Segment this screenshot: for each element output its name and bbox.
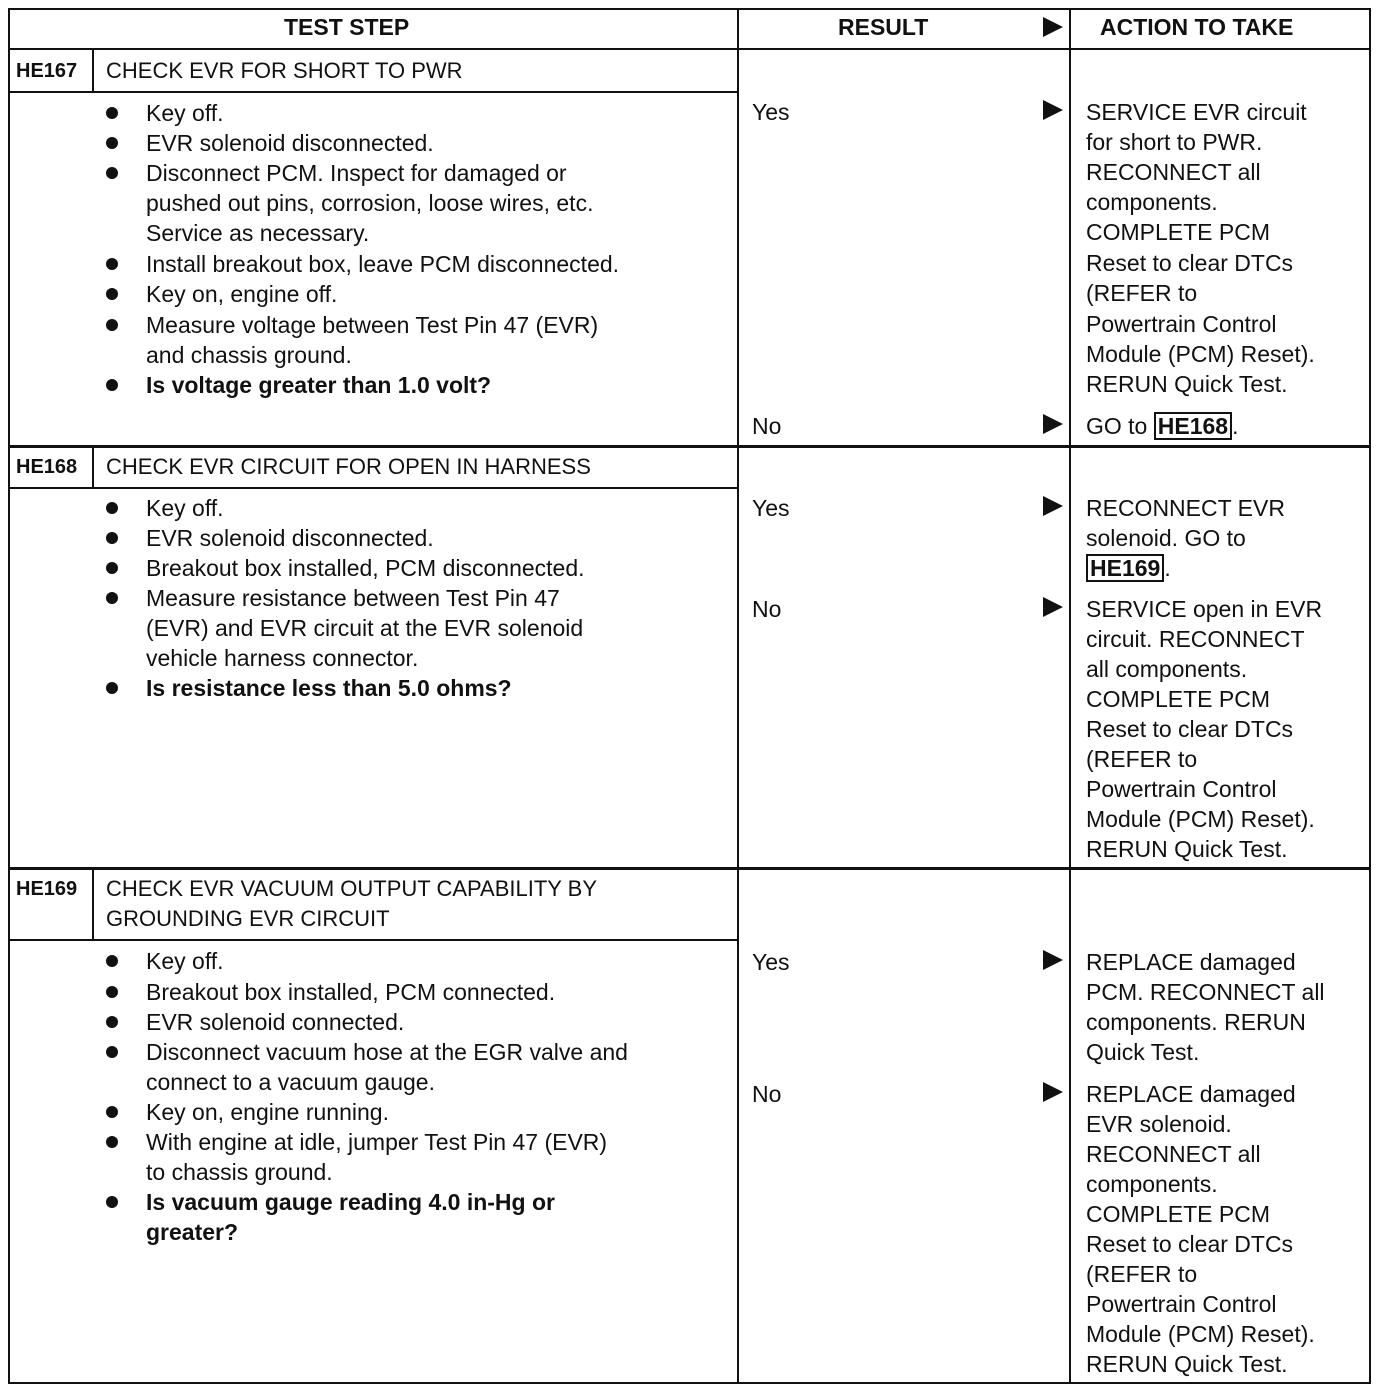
- action-line: RERUN Quick Test.: [1086, 371, 1288, 397]
- instruction: EVR solenoid disconnected.: [146, 525, 434, 551]
- action-line: all components.: [1086, 656, 1248, 682]
- result-label: No: [752, 1081, 782, 1107]
- instruction: (EVR) and EVR circuit at the EVR solenoid: [146, 615, 584, 641]
- action-line: Module (PCM) Reset).: [1086, 806, 1315, 832]
- bullet-icon: [106, 258, 118, 270]
- instruction: pushed out pins, corrosion, loose wires, etc.: [146, 190, 594, 216]
- instruction: EVR solenoid connected.: [146, 1009, 405, 1035]
- instruction: Key off.: [146, 495, 224, 521]
- bullet-icon: [106, 167, 118, 179]
- action-line: components.: [1086, 1171, 1218, 1197]
- bullet-icon: [106, 502, 118, 514]
- header-test-step: TEST STEP: [284, 14, 410, 40]
- header-arrow-icon: [1043, 17, 1063, 37]
- action-line: RERUN Quick Test.: [1086, 1351, 1288, 1377]
- bullet-icon: [106, 1196, 118, 1208]
- goto-prefix: GO to: [1086, 413, 1148, 439]
- action-line: RECONNECT EVR: [1086, 495, 1285, 521]
- bullet-icon: [106, 107, 118, 119]
- bullet-icon: [106, 562, 118, 574]
- step-reference-link[interactable]: HE169: [1086, 554, 1164, 582]
- instruction: Key on, engine running.: [146, 1099, 389, 1125]
- divider-section-3: [8, 867, 1371, 870]
- action-line: solenoid. GO to: [1086, 525, 1246, 551]
- arrow-icon: [1043, 100, 1063, 120]
- instruction-question: Is voltage greater than 1.0 volt?: [146, 372, 492, 398]
- instruction: Disconnect PCM. Inspect for damaged or: [146, 160, 567, 186]
- step-title: GROUNDING EVR CIRCUIT: [106, 906, 390, 931]
- instruction: Key off.: [146, 948, 224, 974]
- title-underline-1: [8, 91, 739, 93]
- arrow-icon: [1043, 496, 1063, 516]
- divider-result-col: [737, 8, 739, 1384]
- instruction: Disconnect vacuum hose at the EGR valve and: [146, 1039, 628, 1065]
- action-line: EVR solenoid.: [1086, 1111, 1232, 1137]
- step-reference-link[interactable]: HE168: [1154, 412, 1232, 440]
- action-line: components.: [1086, 189, 1218, 215]
- action-line: Module (PCM) Reset).: [1086, 341, 1315, 367]
- action-goto: [1086, 411, 1238, 441]
- instruction: EVR solenoid disconnected.: [146, 130, 434, 156]
- arrow-icon: [1043, 597, 1063, 617]
- bullet-icon: [106, 137, 118, 149]
- divider-header: [8, 48, 1371, 50]
- bullet-icon: [106, 682, 118, 694]
- instruction: Install breakout box, leave PCM disconnected.: [146, 251, 620, 277]
- action-line: COMPLETE PCM: [1086, 219, 1271, 245]
- action-line: COMPLETE PCM: [1086, 1201, 1271, 1227]
- action-goto: [1086, 553, 1171, 583]
- result-label: Yes: [752, 949, 790, 975]
- step-code: HE167: [16, 60, 78, 82]
- action-line: PCM. RECONNECT all: [1086, 979, 1325, 1005]
- instruction-question: Is resistance less than 5.0 ohms?: [146, 675, 512, 701]
- step-title: CHECK EVR CIRCUIT FOR OPEN IN HARNESS: [106, 454, 591, 479]
- action-line: Module (PCM) Reset).: [1086, 1321, 1315, 1347]
- goto-suffix: .: [1164, 555, 1171, 581]
- bullet-icon: [106, 379, 118, 391]
- action-line: Powertrain Control: [1086, 1291, 1277, 1317]
- action-line: Reset to clear DTCs: [1086, 1231, 1294, 1257]
- action-line: Powertrain Control: [1086, 776, 1277, 802]
- bullet-icon: [106, 955, 118, 967]
- instruction: and chassis ground.: [146, 342, 352, 368]
- bullet-icon: [106, 319, 118, 331]
- instruction: Measure resistance between Test Pin 47: [146, 585, 560, 611]
- instruction-question: Is vacuum gauge reading 4.0 in-Hg or: [146, 1189, 555, 1215]
- action-line: Powertrain Control: [1086, 311, 1277, 337]
- goto-suffix: .: [1232, 413, 1239, 439]
- instruction: Breakout box installed, PCM disconnected.: [146, 555, 585, 581]
- step-code: HE168: [16, 456, 78, 478]
- action-line: REPLACE damaged: [1086, 1081, 1296, 1107]
- instruction: Breakout box installed, PCM connected.: [146, 979, 556, 1005]
- action-line: REPLACE damaged: [1086, 949, 1296, 975]
- step-code: HE169: [16, 878, 78, 900]
- bullet-icon: [106, 1016, 118, 1028]
- bullet-icon: [106, 288, 118, 300]
- action-line: RECONNECT all: [1086, 1141, 1261, 1167]
- action-line: circuit. RECONNECT: [1086, 626, 1305, 652]
- result-label: No: [752, 413, 782, 439]
- bullet-icon: [106, 1136, 118, 1148]
- result-label: No: [752, 596, 782, 622]
- action-line: for short to PWR.: [1086, 129, 1263, 155]
- bullet-icon: [106, 592, 118, 604]
- bullet-icon: [106, 532, 118, 544]
- action-line: Quick Test.: [1086, 1039, 1200, 1065]
- title-underline-2: [8, 487, 739, 489]
- action-line: Reset to clear DTCs: [1086, 250, 1294, 276]
- divider-section-2: [8, 445, 1371, 448]
- arrow-icon: [1043, 414, 1063, 434]
- step-title: CHECK EVR VACUUM OUTPUT CAPABILITY BY: [106, 876, 598, 901]
- code-divider-1: [92, 48, 94, 93]
- action-line: (REFER to: [1086, 280, 1198, 306]
- code-divider-2: [92, 446, 94, 489]
- action-line: (REFER to: [1086, 746, 1198, 772]
- action-line: SERVICE EVR circuit: [1086, 99, 1307, 125]
- arrow-icon: [1043, 950, 1063, 970]
- arrow-icon: [1043, 1082, 1063, 1102]
- instruction: Key off.: [146, 100, 224, 126]
- action-line: RERUN Quick Test.: [1086, 836, 1288, 862]
- instruction: Measure voltage between Test Pin 47 (EVR): [146, 312, 599, 338]
- instruction: connect to a vacuum gauge.: [146, 1069, 435, 1095]
- action-line: (REFER to: [1086, 1261, 1198, 1287]
- instruction: Key on, engine off.: [146, 281, 338, 307]
- divider-action-col: [1069, 8, 1071, 1384]
- action-line: components. RERUN: [1086, 1009, 1306, 1035]
- bullet-icon: [106, 1106, 118, 1118]
- instruction: vehicle harness connector.: [146, 645, 419, 671]
- bullet-icon: [106, 986, 118, 998]
- instruction: to chassis ground.: [146, 1159, 333, 1185]
- action-line: Reset to clear DTCs: [1086, 716, 1294, 742]
- step-title: CHECK EVR FOR SHORT TO PWR: [106, 58, 463, 83]
- action-line: RECONNECT all: [1086, 159, 1261, 185]
- instruction-question: greater?: [146, 1219, 239, 1245]
- instruction: Service as necessary.: [146, 220, 370, 246]
- action-line: SERVICE open in EVR: [1086, 596, 1323, 622]
- action-line: COMPLETE PCM: [1086, 686, 1271, 712]
- result-label: Yes: [752, 99, 790, 125]
- code-divider-3: [92, 869, 94, 941]
- instruction: With engine at idle, jumper Test Pin 47 (EVR): [146, 1129, 608, 1155]
- header-action: ACTION TO TAKE: [1100, 14, 1294, 40]
- result-label: Yes: [752, 495, 790, 521]
- bullet-icon: [106, 1046, 118, 1058]
- header-result: RESULT: [838, 14, 929, 40]
- title-underline-3: [8, 939, 739, 941]
